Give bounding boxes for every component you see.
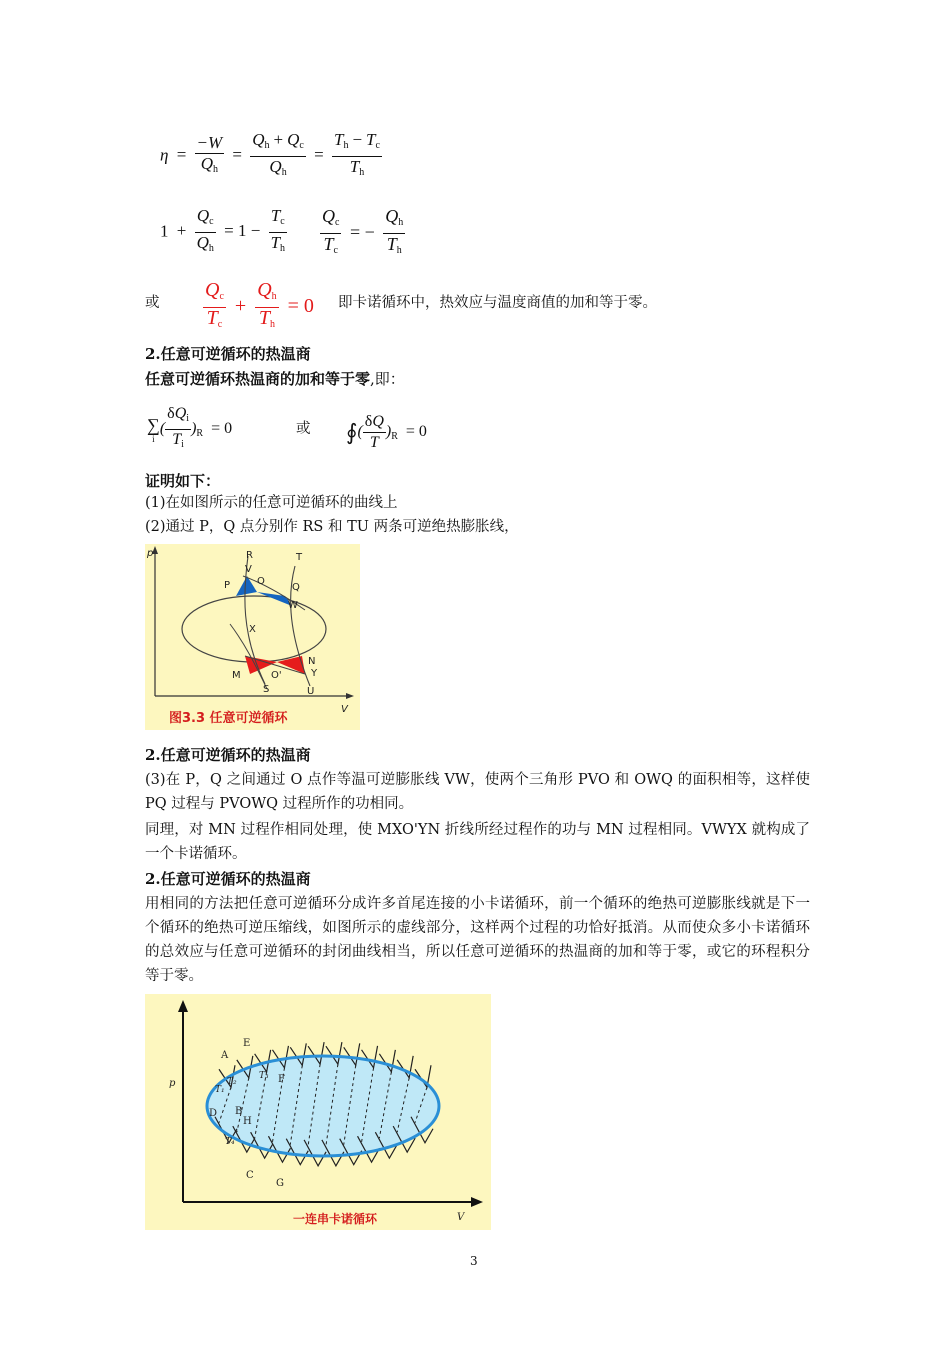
label-G: G [276, 1178, 284, 1189]
carnot-explanation: 即卡诺循环中，热效应与温度商值的加和等于零。 [338, 295, 657, 311]
proof-heading: 证明如下： [145, 472, 221, 490]
label-B: B [235, 1106, 243, 1117]
figure-arbitrary-reversible-cycle [145, 544, 360, 730]
label-T2: T₂ [227, 1077, 237, 1087]
label-v-axis-2: V [457, 1212, 465, 1223]
section3-paragraph: 用相同的方法把任意可逆循环分成许多首尾连接的小卡诺循环，前一个循环的绝热可逆膨胀线就是下一个循环的绝热可逆压缩线，如图所示的虚线部分，这样两个过程的功恰好抵消。从而使众多小卡诺循环的总效应与任意可逆循环的封闭曲线相当，所以任意可逆循环的热温商的加和等于零，或它的环程积分等于零。 [145, 896, 810, 984]
fraction-th-minus-tc: $\frac{T_h - T_c}{T_h}$ [333, 130, 380, 178]
proof-line-1: (1)在如图所示的任意可逆循环的曲线上 [145, 495, 398, 511]
label-Q: Q [292, 582, 300, 593]
label-O: O [257, 576, 265, 587]
triangle-pvo [236, 576, 257, 596]
label-M: M [232, 670, 241, 681]
figure-carnot-series [145, 994, 491, 1230]
label-F: F [278, 1074, 285, 1085]
fraction-qh-plus-qc: $\frac{Q_h + Q_c}{Q_h}$ [252, 130, 304, 178]
cyclic-integral-equation: ∮( $\frac{\delta Q}{T}$ )$_R = 0$ [346, 413, 427, 451]
or-label-1: 或 [145, 295, 160, 311]
ratio-equation-left: 1 + $\frac{Q_c}{Q_h}$ = 1 − $\frac{T_c}{T_h}$ [160, 206, 286, 254]
label-U: U [307, 686, 315, 697]
label-D: D [209, 1108, 218, 1119]
label-C: C [246, 1170, 254, 1181]
label-T3: T₃ [259, 1071, 269, 1081]
section-heading-2: 2.任意可逆循环的热温商 [145, 746, 311, 764]
carnot-series-diagram [145, 994, 491, 1230]
eta-symbol: η [160, 145, 169, 165]
section-subheading-1: 任意可逆循环热温商的加和等于零,即： [145, 370, 405, 388]
cycle-diagram [145, 544, 360, 730]
label-W: W [288, 600, 298, 611]
label-T: T [296, 552, 303, 563]
label-E: E [243, 1038, 251, 1049]
section-heading-1: 2.任意可逆循环的热温商 [145, 345, 311, 363]
efficiency-equation: η = $\frac{-W}{Q_h}$ = $\frac{Q_h + Q_c}{Q_h}$ = $\frac{T_h - T_c}{T_h}$ [160, 130, 382, 183]
label-N: N [308, 656, 316, 667]
fraction-w-over-qh: $\frac{-W}{Q_h}$ [196, 133, 223, 175]
sum-equation: ∑ i ( $\frac{\delta Q_i}{T_i}$ )$_R = 0$ [147, 405, 233, 450]
figure1-caption: 图3.3 任意可逆循环 [169, 711, 288, 726]
carnot-sum-equation: $\frac{Q_c}{T_c}$ + $\frac{Q_h}{T_h}$ = 0 [205, 279, 314, 330]
label-p-axis: p [147, 548, 154, 559]
figure2-caption: 一连串卡诺循环 [293, 1212, 378, 1226]
label-T4: T₄ [225, 1137, 235, 1147]
label-p-axis-2: p [169, 1078, 176, 1089]
label-A: A [221, 1050, 229, 1061]
section2-paragraph-1: (3)在 P，Q 之间通过 O 点作等温可逆膨胀线 VW，使两个三角形 PVO 和 OWQ 的面积相等，这样使 PQ 过程与 PVOWQ 过程所作的功相同。 [145, 772, 810, 812]
label-P: P [224, 580, 231, 591]
label-O-prime: O' [271, 670, 282, 681]
label-H: H [243, 1116, 252, 1127]
page-number: 3 [470, 1254, 478, 1268]
label-R: R [246, 550, 253, 561]
or-label-2: 或 [296, 421, 311, 437]
section2-paragraph-2: 同理，对 MN 过程作相同处理，使 MXO'YN 折线所经过程作的功与 MN 过程相同。VWYX 就构成了一个卡诺循环。 [145, 822, 810, 862]
label-V-point: V [245, 564, 252, 575]
proof-line-2: (2)通过 P，Q 点分别作 RS 和 TU 两条可逆绝热膨胀线， [145, 519, 519, 535]
label-X: X [249, 624, 256, 635]
label-S: S [263, 684, 270, 695]
triangle-owq [257, 592, 292, 606]
label-T1: T₁ [215, 1085, 225, 1095]
ratio-equation-right: $\frac{Q_c}{T_c}$ = − $\frac{Q_h}{T_h}$ [322, 206, 404, 256]
section-heading-3: 2.任意可逆循环的热温商 [145, 870, 311, 888]
label-v-axis: V [341, 704, 348, 715]
label-Y: Y [311, 668, 318, 679]
